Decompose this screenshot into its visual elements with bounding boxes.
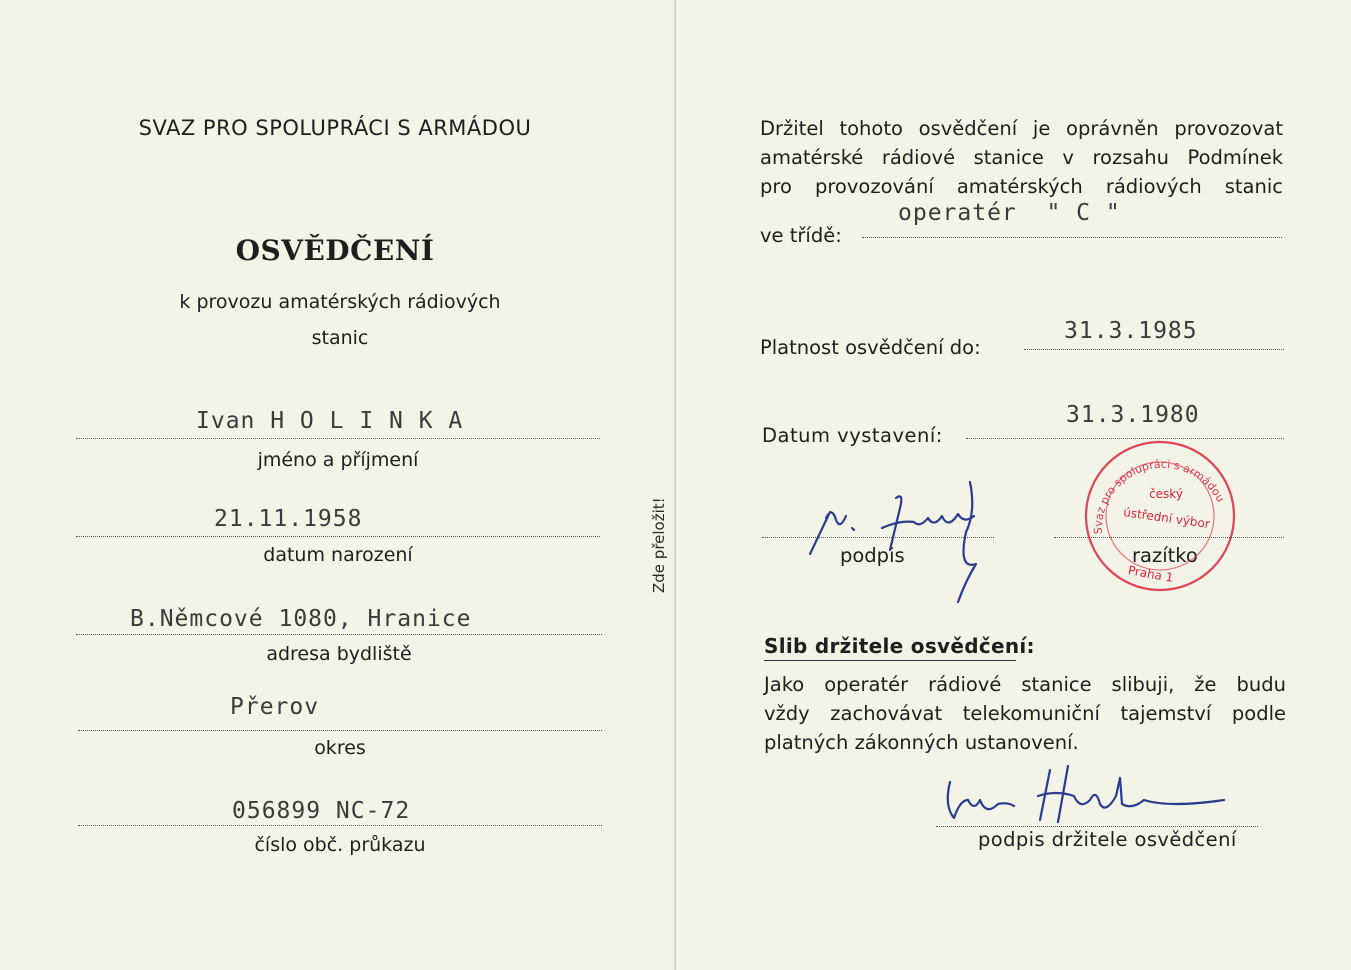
field-birth-date bbox=[76, 506, 600, 566]
holder-signature-line bbox=[936, 826, 1258, 827]
holder-signature bbox=[940, 760, 1240, 830]
issued-label: Datum vystavení: bbox=[762, 424, 943, 447]
field-address bbox=[76, 606, 602, 665]
field-id-card-label: číslo obč. průkazu bbox=[254, 834, 426, 856]
field-address-label: adresa bydliště bbox=[266, 643, 412, 665]
field-birth-date-label: datum narození bbox=[263, 544, 413, 566]
field-district-value: Přerov bbox=[78, 694, 602, 731]
subtitle-line-2: stanic bbox=[311, 327, 369, 349]
validity-label: Platnost osvědčení do: bbox=[760, 336, 981, 359]
issuer-signature bbox=[800, 472, 1000, 607]
pledge-line-1: Jako operatér rádiové stanice slibuji, že budu bbox=[764, 673, 1286, 696]
intro-line-1: Držitel tohoto osvědčení je oprávněn provozovat bbox=[760, 117, 1283, 140]
intro-paragraph bbox=[760, 114, 1283, 201]
class-value: operatér " C " bbox=[898, 200, 1121, 226]
class-line bbox=[862, 236, 1282, 238]
validity-value: 31.3.1985 bbox=[1064, 318, 1198, 344]
class-label: ve třídě: bbox=[760, 224, 842, 247]
fold-note: Zde přeložit! bbox=[650, 497, 668, 593]
field-id-card bbox=[78, 798, 602, 856]
signature-label: podpis bbox=[840, 544, 905, 567]
field-address-value: B.Němcové 1080, Hranice bbox=[76, 606, 602, 635]
stamp-line-2: ústřední výbor bbox=[1122, 505, 1211, 532]
pledge-title: Slib držitele osvědčení: bbox=[764, 634, 1035, 658]
pledge-title-underline bbox=[764, 660, 1016, 661]
stamp-line-1: český bbox=[1149, 487, 1183, 501]
pledge-line-2: vždy zachovávat telekomuniční tajemství podle bbox=[764, 702, 1286, 725]
holder-signature-label: podpis držitele osvědčení bbox=[978, 828, 1237, 851]
intro-line-2: amatérské rádiové stanice v rozsahu Podmínek bbox=[760, 146, 1283, 169]
document-title: OSVĚDČENÍ bbox=[235, 234, 435, 267]
field-birth-date-value: 21.11.1958 bbox=[76, 506, 600, 537]
stamp-line-3: Praha 1 bbox=[1126, 563, 1175, 585]
stamp-ring-text: Svaz pro spolupráci s armádou bbox=[1091, 457, 1228, 535]
stamp-label: razítko bbox=[1132, 544, 1198, 567]
field-name bbox=[76, 408, 600, 471]
pledge-line-3: platných zákonných ustanovení. bbox=[764, 731, 1079, 754]
field-id-card-value: 056899 NC-72 bbox=[78, 798, 602, 826]
official-stamp bbox=[1082, 438, 1238, 594]
validity-line bbox=[1024, 348, 1284, 350]
intro-line-3: pro provozování amatérských rádiových stanic bbox=[760, 175, 1283, 198]
pledge-paragraph bbox=[764, 670, 1286, 757]
subtitle-line-1: k provozu amatérských rádiových bbox=[179, 291, 501, 313]
field-name-value: Ivan H O L I N K A bbox=[76, 408, 600, 439]
issued-value: 31.3.1980 bbox=[1066, 402, 1200, 428]
document-subtitle bbox=[120, 284, 560, 356]
field-name-label: jméno a příjmení bbox=[257, 449, 419, 471]
field-district bbox=[78, 694, 602, 759]
field-district-label: okres bbox=[314, 737, 366, 759]
organization-name: SVAZ PRO SPOLUPRÁCI S ARMÁDOU bbox=[138, 116, 532, 140]
